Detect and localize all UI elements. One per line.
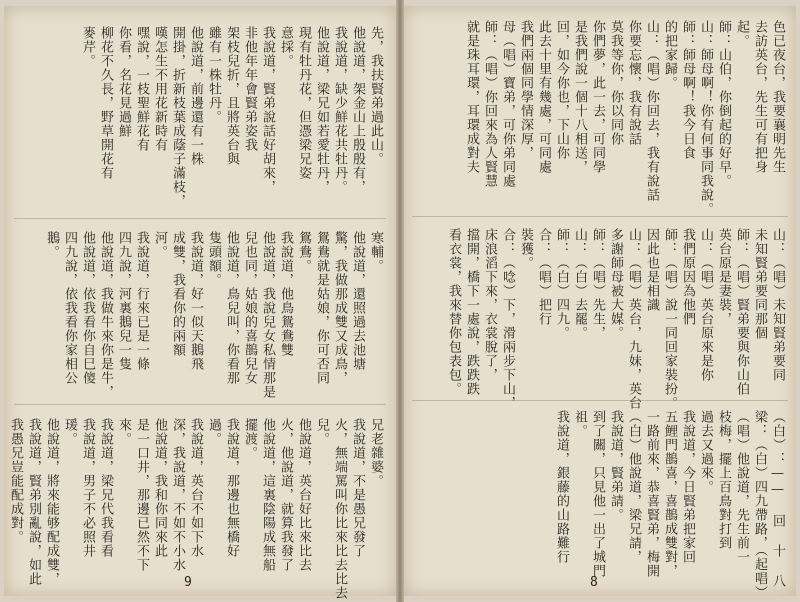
- left-page-middle-text: 寒輔。 他說道，還照過去池塘 驚，我做那成雙又成鳥， 鴛鴦就是姑娘，你可否同 鴛鴦。 我說道，他鳥鴛鴦雙 他說道，我說兒女私情那是 兒也同，姑娘的喜鵲兒女 他說道，鳥兒叫，你看那 隻頭額。 我說道，好一似天鵝飛 成雙，我看你的兩額 河。 我說道，行來已是一條 四九說，河裏鵝兒一隻 他說道，我做牛來你是牛， 他說道，依我看你自巳傻 四九說，依我看你家相公 鵝。: [44, 231, 383, 399]
- right-page-bottom-text: （白）：—— 回 十 八 梁：（白）四九帶路，（起唱） （唱）他說道，先生前一 枝梅，擺上百鳥對打到 過去又過來。 我說道，今日賢弟把家回 五鯉門鵲喜，喜鵲成雙對， 一路前來，恭喜賢弟，梅開 （白）他說道，梁兄請， 我說道，賢弟請。 到了關，只見他一出了城門 祖。 我說道，銀藤的山路難行: [554, 410, 785, 600]
- right-page: [404, 6, 796, 600]
- right-page-middle-text: 山：（唱）未知賢弟要同 未知賢弟要同那個 師：（唱）賢弟要與你山伯 英台原是妻裝， 山：（唱）英台原來是你 我們原因為他們 師：（唱）說一同回家裝扮。 因此也是相識 山：（唱）英台，九妹，英台 多謝師母被大媒。 師：（唱）先生， 山：（白）去罷。 師：（白）四九。 合：（唱）把行 裝獲。 合：（唸）下，滑兩步下山， 床浪滔下來，衣裳脫了， 擋開，橋下一處說，跌跌跌 看衣裳，我來替你包表包。: [446, 228, 785, 410]
- book-gutter: [396, 0, 404, 602]
- right-page-top-text: 色已夜台，我要襄明先生 去訪英台，先生可有把身 起。 師：山伯，你倒起的好早。 山：師母啊！你有何事同我說。 師：師母啊！我今日食 的把家歸。 山：（唱）你回去，我有說話 你要忘懷，我有說話 莫我等你，你以同你 你們夢，此一去，可同學 是我們說一個十八相送， 回，如今你也，下山你 此去十里有幾處，可同處 我們兩個同學情深厚， 母（唱）寶弟，可你弟同處 師：（唱）你回來為人賢慧 就是珠耳環，耳環成對夫: [464, 20, 785, 216]
- right-divider-upper: [412, 216, 788, 217]
- left-page-number: 9: [184, 575, 192, 590]
- right-page-number: 8: [590, 575, 598, 590]
- left-page-top-text: 先，我扶賢弟過此山。 他說道，架金山上殷殷有， 我說道，缺少鮮花共牡丹。 他說道，梁兄如若愛牡丹， 現有牡丹花，但憑梁兄姿 意採。 我說道，賢弟說話好胡來， 非他年年會賢弟姿我 架枝兒折，且將英台與 雖有一株牡丹。 他說道，前邊還有一株 開掛，折新枝葉成蔭子滿枝， 嘆怎生不用花新時有 嘿說，一枝聖鮮花有 你看，名花見過鮮 柳花不久長，野草開花有 麥芹。: [80, 26, 383, 208]
- left-page-bottom-text: 兄老雜婆。 我說道，不是愚兄發了 火，無端罵叫你比來比去比去 兒。 他說道，英台好比來比去 火，他說道，就算我發了 他說道，這裏陰陽成無船 擺渡。 我說道，那邊也無橋好 過。 我說道，英台不如下水 深，我說道，不如不小水 他說道，我和你同來此 是一口井，那邊已然不下 來。 我說道，梁兄代我看看 我說道，男子不必照井 瑗。 他說道，將來能够配成雙， 我說道，賢弟別亂說，如此 我愚兄豈能配成對。: [8, 418, 383, 600]
- left-page: [4, 6, 396, 600]
- left-divider-upper: [14, 218, 386, 219]
- left-divider-lower: [14, 404, 386, 405]
- right-divider-lower: [412, 400, 788, 401]
